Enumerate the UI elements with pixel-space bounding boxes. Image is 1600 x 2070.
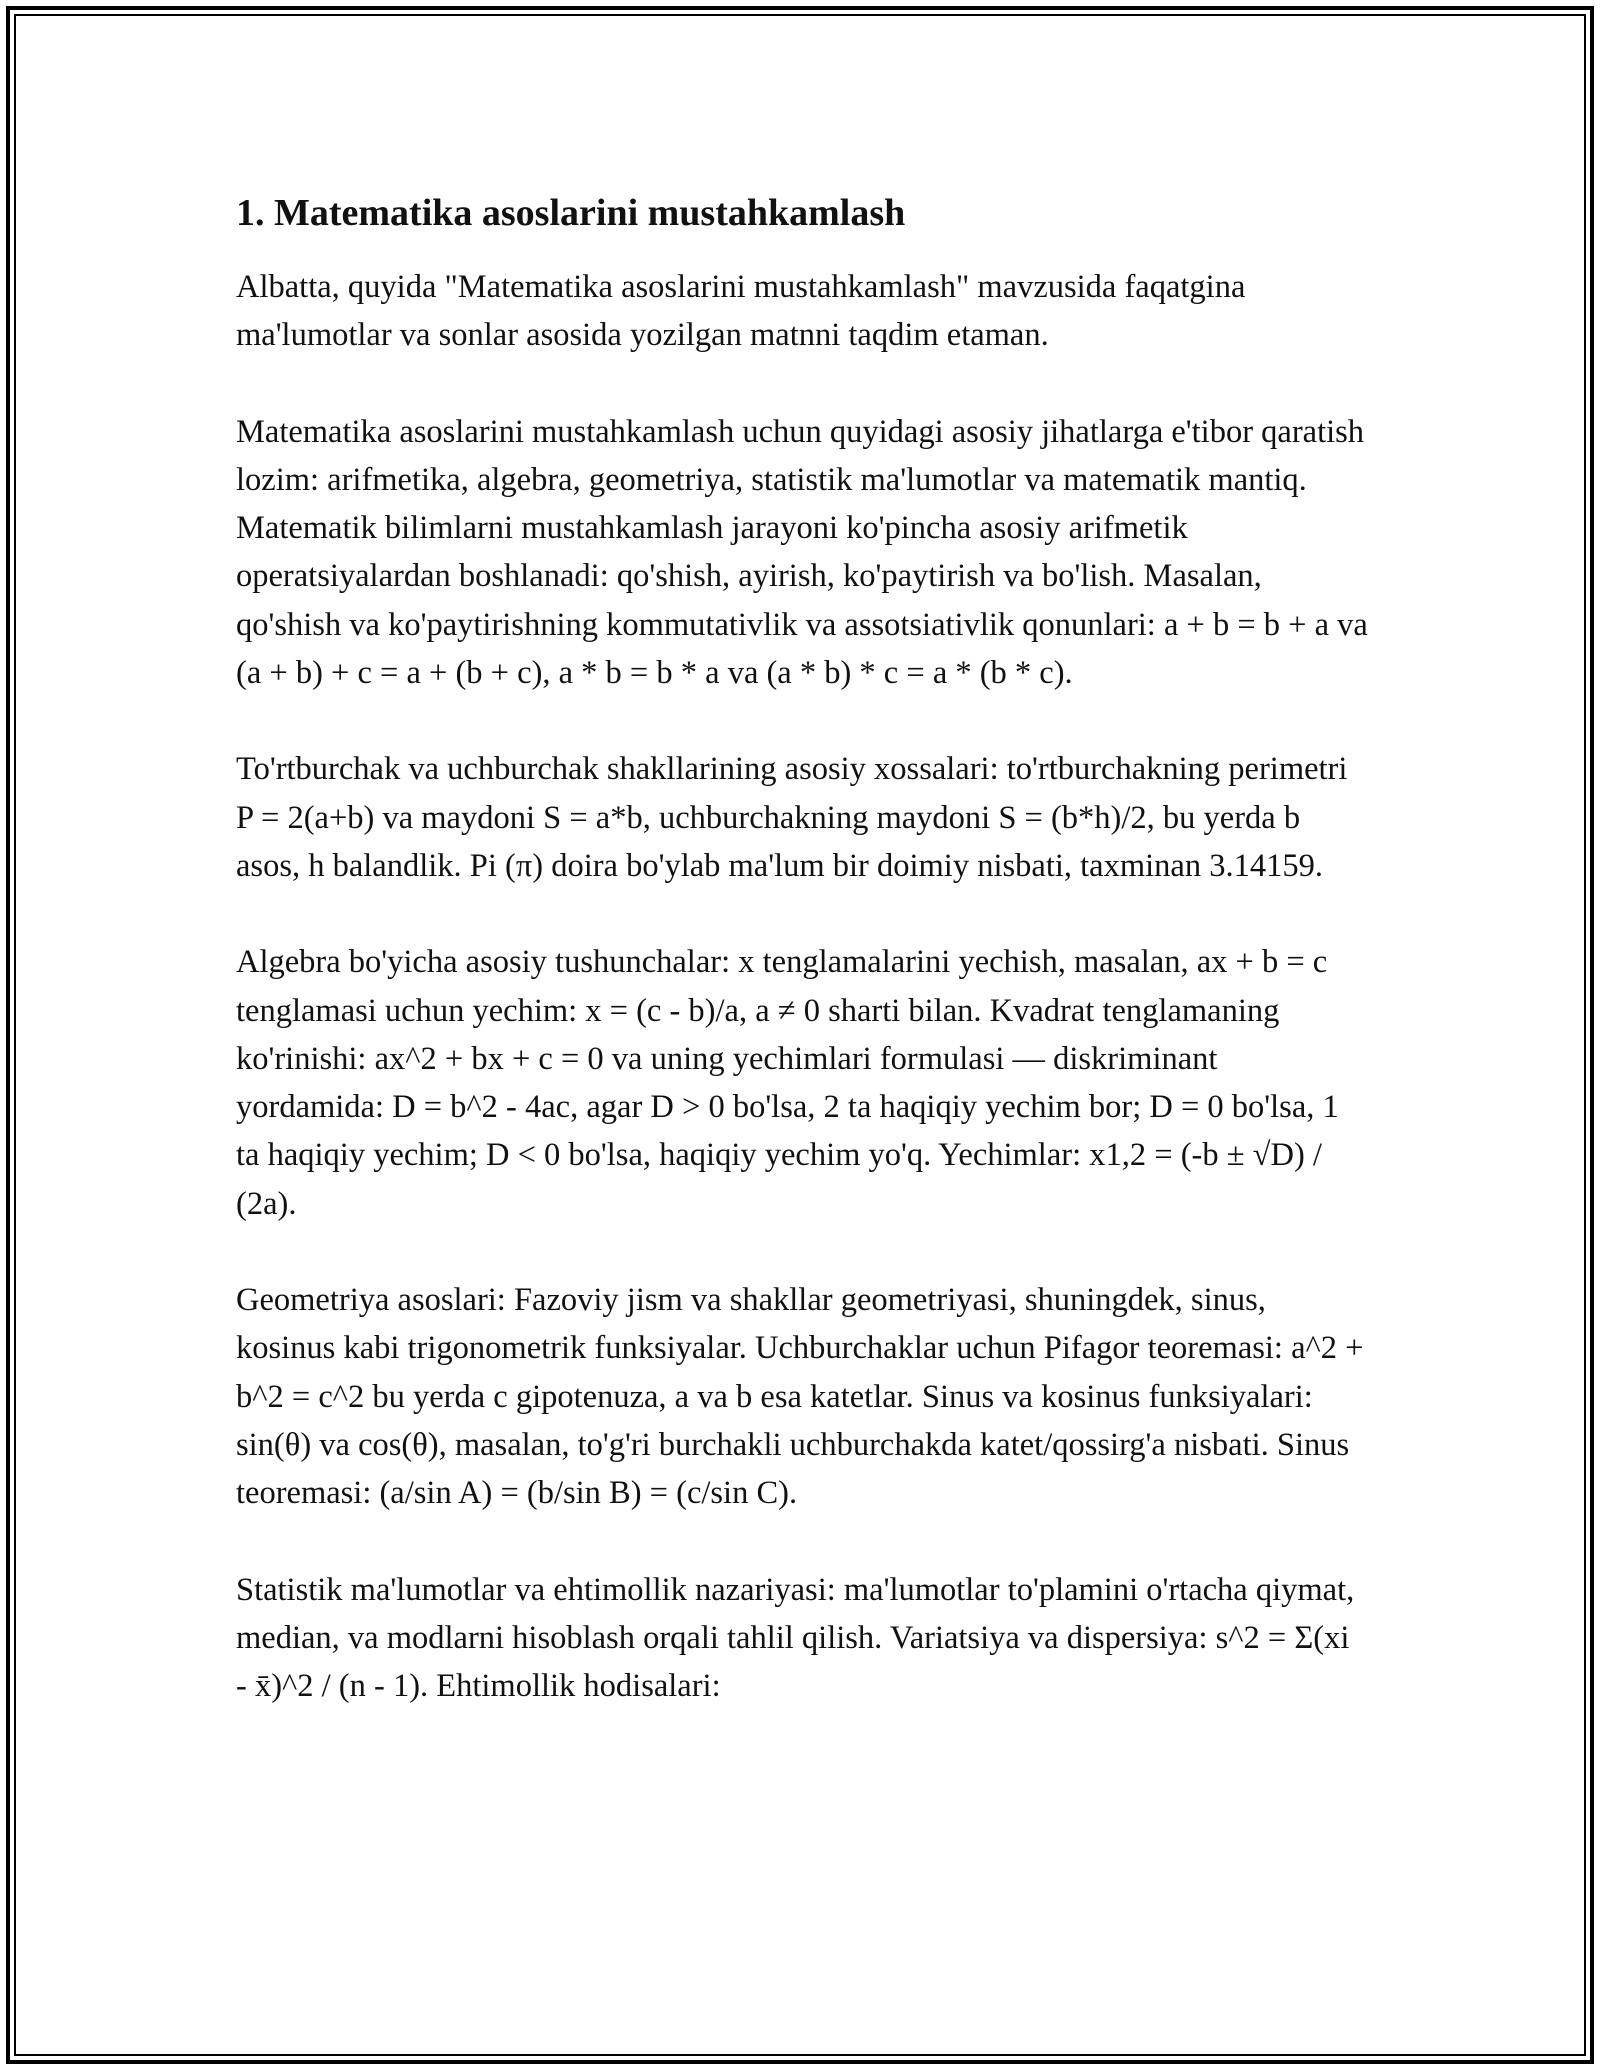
paragraph-geometry: Geometriya asoslari: Fazoviy jism va shakllar geometriyasi, shuningdek, sinus, kosinus kabi trigonometrik funksiyalar. Uchburchaklar uchun Pifagor teoremasi: a^2 + b^2 = c^2 bu yerda c gipotenuza, a va b esa katetlar. Sinus va kosinus funksiyalari: sin(θ) va cos(θ), masalan, to'g'ri burchakli uchburchakda katet/qossirg'a nisbati. Sinus teoremasi: (a/sin A) = (b/sin B) = (c/sin C). — [236, 1282, 1364, 1512]
section-heading: 1. Matematika asoslarini mustahkamlash — [236, 192, 906, 234]
paragraph-algebra: Algebra bo'yicha asosiy tushunchalar: x tenglamalarini yechish, masalan, ax + b = c tenglamasi uchun yechim: x = (c - b)/a, a ≠ 0 sharti bilan. Kvadrat tenglamaning ko'rinishi: ax^2 + bx + c = 0 va uning yechimlari formulasi — diskriminant yordamida: D = b^2 - 4ac, agar D > 0 bo'lsa, 2 ta haqiqiy yechim bor; D = 0 bo'lsa, 1 ta haqiqiy yechim; D < 0 bo'lsa, haqiqiy yechim yo'q. Yechimlar: x1,2 = (-b ± √D) / (2a). — [236, 944, 1339, 1222]
paragraph-arithmetic: Matematika asoslarini mustahkamlash uchun quyidagi asosiy jihatlarga e'tibor qaratish lozim: arifmetika, algebra, geometriya, statistik ma'lumotlar va matematik mantiq. Matematik bilimlarni mustahkamlash jarayoni ko'pincha asosiy arifmetik operatsiyalardan boshlanadi: qo'shish, ayirish, ko'paytirish va bo'lish. Masalan, qo'shish va ko'paytirishning kommutativlik va assotsiativlik qonunlari: a + b = b + a va (a + b) + c = a + (b + c), a * b = b * a va (a * b) * c = a * (b * c). — [236, 413, 1368, 692]
paragraph-shapes: To'rtburchak va uchburchak shakllarining asosiy xossalari: to'rtburchakning perimetri P = 2(a+b) va maydoni S = a*b, uchburchakning maydoni S = (b*h)/2, bu yerda b asos, h balandlik. Pi (π) doira bo'ylab ma'lum bir doimiy nisbati, taxminan 3.14159. — [236, 751, 1348, 884]
paragraph-statistics: Statistik ma'lumotlar va ehtimollik nazariyasi: ma'lumotlar to'plamini o'rtacha qiymat, median, va modlarni hisoblash orqali tahlil qilish. Variatsiya va dispersiya: s^2 = Σ(xi - x̄)^2 / (n - 1). Ehtimollik hodisalari: — [236, 1571, 1355, 1705]
paragraph-intro: Albatta, quyida "Matematika asoslarini mustahkamlash" mavzusida faqatgina ma'lumotlar va sonlar asosida yozilgan matnni taqdim etaman. — [236, 269, 1246, 354]
document-body — [236, 185, 1368, 1758]
